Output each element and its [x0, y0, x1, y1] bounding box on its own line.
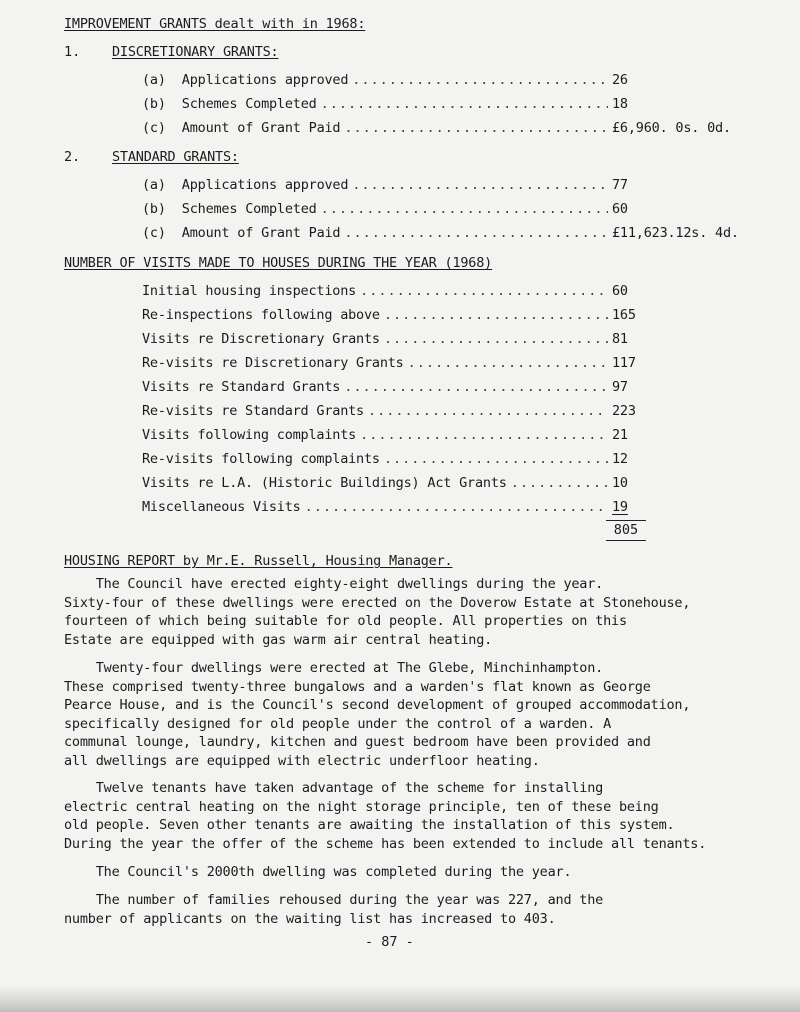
row-value: 97	[612, 379, 628, 395]
row-label: Amount of Grant Paid	[181, 120, 341, 136]
row-label: Applications approved	[181, 177, 349, 193]
row-letter: (c)	[142, 120, 166, 136]
discretionary-row-c	[142, 120, 752, 140]
standard-row-a	[142, 177, 752, 197]
section-2-number: 2.	[64, 149, 81, 165]
row-label: Miscellaneous Visits	[142, 499, 301, 515]
standard-heading: STANDARD GRANTS:	[112, 149, 239, 165]
visits-row	[142, 475, 752, 495]
row-label: Re-visits re Discretionary Grants	[142, 355, 404, 371]
row-value: 77	[612, 177, 628, 193]
visits-row	[142, 451, 752, 471]
row-letter: (c)	[142, 225, 166, 241]
leader-dots	[305, 499, 608, 515]
row-value: 81	[612, 331, 628, 347]
leader-dots	[344, 225, 608, 241]
housing-paragraph-4: The Council's 2000th dwelling was completed during the year.	[64, 864, 572, 880]
row-value: 60	[612, 283, 628, 299]
total-rule-bottom	[606, 540, 646, 541]
row-value: 60	[612, 201, 628, 217]
leader-dots	[360, 427, 608, 443]
row-label: Schemes Completed	[181, 201, 317, 217]
leader-dots	[511, 475, 608, 491]
standard-row-b	[142, 201, 752, 221]
row-label: Amount of Grant Paid	[181, 225, 341, 241]
leader-dots	[344, 379, 608, 395]
visits-row	[142, 379, 752, 399]
row-letter: (b)	[142, 96, 166, 112]
housing-paragraph-2: Twenty-four dwellings were erected at The Glebe, Minchinhampton. These comprised twenty-three bungalows and a warden's flat known as George Pearce House, and is the Council's second development of grouped accommodation, specifically designed for old people under the control of a warden. A communal lounge, laundry, kitchen and guest bedroom have been provided and all dwellings are equipped with electric underfloor heating.	[64, 660, 691, 769]
row-label: Re-visits following complaints	[142, 451, 380, 467]
visits-total: 805	[613, 522, 639, 538]
row-letter: (b)	[142, 201, 166, 217]
row-value: 21	[612, 427, 628, 443]
row-label: Initial housing inspections	[142, 283, 357, 299]
page-number: - 87 -	[365, 934, 414, 950]
row-value: 12	[612, 451, 628, 467]
row-label: Re-inspections following above	[142, 307, 380, 323]
leader-dots	[321, 201, 608, 217]
visits-row	[142, 307, 752, 327]
row-value: 117	[612, 355, 636, 371]
row-label: Schemes Completed	[181, 96, 317, 112]
visits-row	[142, 355, 752, 375]
discretionary-heading: DISCRETIONARY GRANTS:	[112, 44, 279, 60]
row-label: Applications approved	[181, 72, 349, 88]
row-value: £11,623.12s. 4d.	[612, 225, 739, 241]
row-letter: (a)	[142, 72, 166, 88]
leader-dots	[321, 96, 608, 112]
leader-dots	[352, 72, 608, 88]
row-label: Re-visits re Standard Grants	[142, 403, 364, 419]
row-value: £6,960. 0s. 0d.	[612, 120, 731, 136]
housing-paragraph-3: Twelve tenants have taken advantage of the scheme for installing electric central heating on the night storage principle, ten of these being old people. Seven other tenants are awaiting the installation of this system. During the year the offer of the scheme has been extended to include all tenants.	[64, 780, 707, 852]
leader-dots	[384, 307, 608, 323]
discretionary-row-a	[142, 72, 752, 92]
standard-row-c	[142, 225, 752, 245]
page-title: IMPROVEMENT GRANTS dealt with in 1968:	[64, 16, 366, 32]
visits-row	[142, 427, 752, 447]
row-label: Visits re Discretionary Grants	[142, 331, 380, 347]
leader-dots	[368, 403, 608, 419]
leader-dots	[384, 331, 608, 347]
row-label: Visits re L.A. (Historic Buildings) Act Grants	[142, 475, 507, 491]
visits-row	[142, 331, 752, 351]
discretionary-row-b	[142, 96, 752, 116]
row-value: 26	[612, 72, 628, 88]
leader-dots	[352, 177, 608, 193]
row-value: 223	[612, 403, 636, 419]
leader-dots	[344, 120, 608, 136]
visits-heading: NUMBER OF VISITS MADE TO HOUSES DURING THE YEAR (1968)	[64, 255, 493, 271]
row-value: 18	[612, 96, 628, 112]
row-label: Visits following complaints	[142, 427, 357, 443]
row-value: 10	[612, 475, 628, 491]
visits-row	[142, 499, 752, 519]
row-label: Visits re Standard Grants	[142, 379, 341, 395]
row-value: 19	[612, 499, 628, 515]
visits-row	[142, 283, 752, 303]
visits-row	[142, 403, 752, 423]
leader-dots	[384, 451, 608, 467]
total-rule-top	[606, 520, 646, 521]
housing-paragraph-5: The number of families rehoused during the year was 227, and the number of applicants on the waiting list has increased to 403.	[64, 892, 604, 927]
scan-bottom-edge	[0, 985, 800, 1012]
housing-paragraph-1: The Council have erected eighty-eight dwellings during the year. Sixty-four of these dwellings were erected on the Doverow Estate at Stonehouse, fourteen of which being suitable for old people. All properties on this Estate are equipped with gas warm air central heating.	[64, 576, 691, 648]
row-value: 165	[612, 307, 636, 323]
section-1-number: 1.	[64, 44, 81, 60]
leader-dots	[408, 355, 608, 371]
leader-dots	[360, 283, 608, 299]
housing-heading: HOUSING REPORT by Mr.E. Russell, Housing Manager.	[64, 553, 453, 569]
row-letter: (a)	[142, 177, 166, 193]
